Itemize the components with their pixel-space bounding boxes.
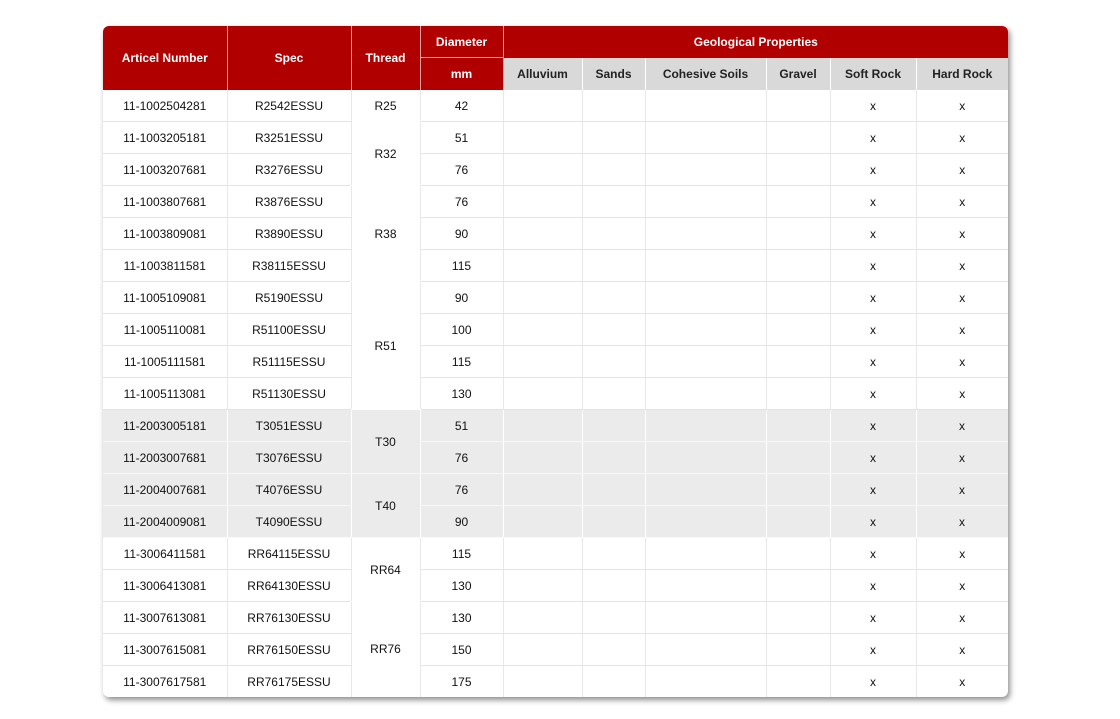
table-row — [103, 122, 1008, 154]
soft-rock-cell: x — [830, 506, 916, 538]
hard-rock-cell: x — [916, 442, 1008, 474]
diameter-cell: 100 — [420, 314, 503, 346]
diameter-cell: 90 — [420, 218, 503, 250]
spec-cell: T3076ESSU — [227, 442, 351, 474]
thread-cell: R38 — [351, 186, 420, 282]
header-sands: Sands — [582, 58, 645, 91]
diameter-cell: 51 — [420, 410, 503, 442]
spec-cell: RR76130ESSU — [227, 602, 351, 634]
product-table-card — [103, 26, 1008, 697]
thread-cell: R51 — [351, 282, 420, 410]
soft-rock-cell: x — [830, 378, 916, 410]
drill-bit-table — [103, 26, 1008, 697]
diameter-cell: 115 — [420, 346, 503, 378]
soft-rock-cell: x — [830, 186, 916, 218]
header-hard-rock: Hard Rock — [916, 58, 1008, 91]
table-row — [103, 538, 1008, 570]
header-alluvium: Alluvium — [503, 58, 582, 91]
article-number-cell: 11-2003005181 — [103, 410, 227, 442]
hard-rock-cell: x — [959, 674, 966, 689]
article-number-cell: 11-3006411581 — [103, 538, 227, 570]
table-row — [103, 570, 1008, 602]
diameter-cell: 51 — [420, 122, 503, 154]
hard-rock-cell: x — [916, 186, 1008, 218]
header-cohesive-soils: Cohesive Soils — [645, 58, 766, 91]
hard-rock-cell: x — [916, 282, 1008, 314]
diameter-cell: 76 — [420, 474, 503, 506]
article-number-cell: 11-1002504281 — [103, 90, 227, 122]
header-soft-rock: Soft Rock — [830, 58, 916, 91]
spec-cell: R5190ESSU — [227, 282, 351, 314]
table-row — [103, 666, 1008, 698]
table-row — [103, 442, 1008, 474]
soft-rock-cell: x — [830, 154, 916, 186]
soft-rock-cell: x — [830, 570, 916, 602]
diameter-cell: 76 — [420, 154, 503, 186]
table-row — [103, 250, 1008, 282]
article-number-cell: 11-1003807681 — [103, 186, 227, 218]
table-row — [103, 474, 1008, 506]
table-row — [103, 186, 1008, 218]
hard-rock-cell: x — [916, 410, 1008, 442]
article-number-cell: 11-1003207681 — [103, 154, 227, 186]
soft-rock-cell: x — [830, 442, 916, 474]
hard-rock-cell: x — [916, 250, 1008, 282]
header-gravel: Gravel — [766, 58, 830, 91]
spec-cell: R3251ESSU — [227, 122, 351, 154]
thread-cell: T40 — [351, 474, 420, 538]
header-spec: Spec — [227, 26, 351, 90]
spec-cell: RR64130ESSU — [227, 570, 351, 602]
hard-rock-cell: x — [916, 538, 1008, 570]
soft-rock-cell: x — [830, 538, 916, 570]
spec-cell: R51115ESSU — [227, 346, 351, 378]
thread-cell: R25 — [351, 90, 420, 122]
spec-cell: R3876ESSU — [227, 186, 351, 218]
spec-cell: R3276ESSU — [227, 154, 351, 186]
article-number-cell: 11-1005111581 — [103, 346, 227, 378]
article-number-cell: 11-3007617581 — [103, 666, 227, 698]
hard-rock-cell: x — [916, 634, 1008, 666]
soft-rock-cell: x — [830, 218, 916, 250]
hard-rock-cell: x — [916, 154, 1008, 186]
diameter-cell: 130 — [420, 570, 503, 602]
diameter-cell: 115 — [420, 250, 503, 282]
diameter-cell: 42 — [420, 90, 503, 122]
article-number-cell: 11-2004007681 — [103, 474, 227, 506]
hard-rock-cell: x — [916, 218, 1008, 250]
diameter-cell: 76 — [420, 442, 503, 474]
diameter-cell: 175 — [420, 666, 503, 698]
header-diameter-unit: mm — [420, 58, 503, 91]
header-geological-properties: Geological Properties — [503, 26, 1008, 58]
spec-cell: R38115ESSU — [227, 250, 351, 282]
article-number-cell: 11-1003809081 — [103, 218, 227, 250]
hard-rock-cell: x — [916, 90, 1008, 122]
header-thread: Thread — [351, 26, 420, 90]
soft-rock-cell: x — [830, 250, 916, 282]
diameter-cell: 90 — [420, 506, 503, 538]
hard-rock-cell: x — [916, 378, 1008, 410]
hard-rock-cell: x — [916, 474, 1008, 506]
diameter-cell: 115 — [420, 538, 503, 570]
diameter-cell: 76 — [420, 186, 503, 218]
diameter-cell: 90 — [420, 282, 503, 314]
soft-rock-cell: x — [830, 314, 916, 346]
diameter-cell: 130 — [420, 602, 503, 634]
article-number-cell: 11-3007613081 — [103, 602, 227, 634]
hard-rock-cell: x — [916, 602, 1008, 634]
diameter-cell: 150 — [420, 634, 503, 666]
soft-rock-cell: x — [830, 346, 916, 378]
hard-rock-cell: x — [916, 570, 1008, 602]
spec-cell: T4090ESSU — [227, 506, 351, 538]
header-article-number: Articel Number — [103, 26, 227, 90]
article-number-cell: 11-3006413081 — [103, 570, 227, 602]
table-row — [103, 506, 1008, 538]
soft-rock-cell: x — [830, 666, 916, 698]
spec-cell: R3890ESSU — [227, 218, 351, 250]
table-row — [103, 346, 1008, 378]
table-row — [103, 154, 1008, 186]
table-row — [103, 218, 1008, 250]
table-row — [103, 634, 1008, 666]
thread-cell: RR76 — [351, 602, 420, 698]
table-row — [103, 314, 1008, 346]
spec-cell: RR76175ESSU — [227, 666, 351, 698]
soft-rock-cell: x — [830, 282, 916, 314]
spec-cell: RR64115ESSU — [227, 538, 351, 570]
hard-rock-cell: x — [916, 314, 1008, 346]
spec-cell: T4076ESSU — [227, 474, 351, 506]
article-number-cell: 11-2004009081 — [103, 506, 227, 538]
spec-cell: RR76150ESSU — [227, 634, 351, 666]
table-row — [103, 282, 1008, 314]
diameter-cell: 130 — [420, 378, 503, 410]
article-number-cell: 11-1003205181 — [103, 122, 227, 154]
hard-rock-cell: x — [916, 346, 1008, 378]
soft-rock-cell: x — [830, 90, 916, 122]
soft-rock-cell: x — [830, 410, 916, 442]
article-number-cell: 11-1003811581 — [103, 250, 227, 282]
thread-cell: R32 — [351, 122, 420, 186]
table-row — [103, 602, 1008, 634]
soft-rock-cell: x — [830, 602, 916, 634]
article-number-cell: 11-1005113081 — [103, 378, 227, 410]
soft-rock-cell: x — [830, 634, 916, 666]
spec-cell: T3051ESSU — [227, 410, 351, 442]
article-number-cell: 11-1005110081 — [103, 314, 227, 346]
thread-cell: T30 — [351, 410, 420, 474]
table-row — [103, 378, 1008, 410]
thread-cell: RR64 — [351, 538, 420, 602]
table-row — [103, 90, 1008, 122]
spec-cell: R2542ESSU — [227, 90, 351, 122]
soft-rock-cell: x — [830, 474, 916, 506]
hard-rock-cell: x — [916, 506, 1008, 538]
spec-cell: R51130ESSU — [227, 378, 351, 410]
table-row — [103, 410, 1008, 442]
article-number-cell: 11-1005109081 — [103, 282, 227, 314]
hard-rock-cell: x — [916, 122, 1008, 154]
article-number-cell: 11-2003007681 — [103, 442, 227, 474]
spec-cell: R51100ESSU — [227, 314, 351, 346]
soft-rock-cell: x — [830, 122, 916, 154]
header-diameter: Diameter — [420, 26, 503, 58]
article-number-cell: 11-3007615081 — [103, 634, 227, 666]
